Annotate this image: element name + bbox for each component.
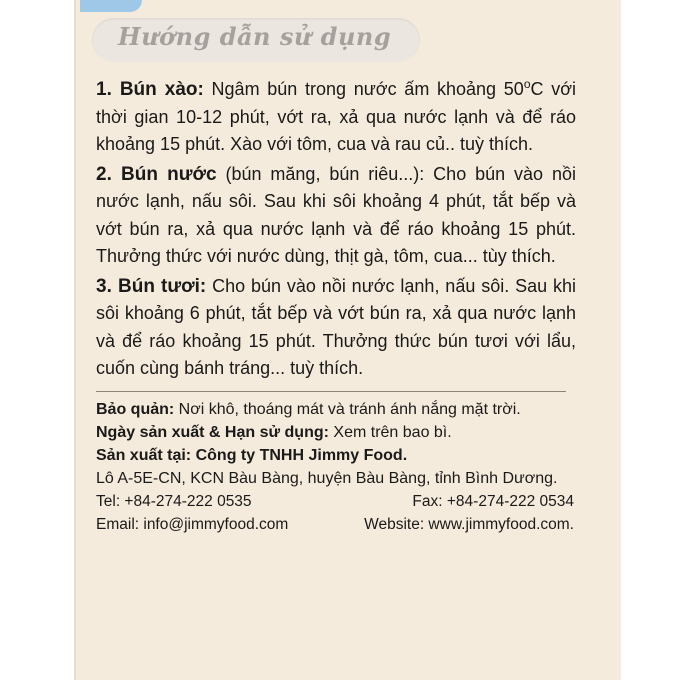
degree-sup: o <box>523 77 531 91</box>
dates-text: Xem trên bao bì. <box>333 423 452 441</box>
dates-line <box>96 421 576 444</box>
instruction-text: Cho bún vào nồi nước lạnh, nấu sôi. Sau khi sôi khoảng 6 phút, tắt bếp và vớt bún ra, xả qua nước lạnh và để ráo khoảng 15 phút. Thưởng thức bún tươi với lẩu, cuốn cùng bánh tráng... tuỳ thích. <box>96 275 576 378</box>
instruction-title: 3. Bún tươi: <box>96 275 207 297</box>
email-website-row <box>96 513 574 536</box>
dates-label: Ngày sản xuất & Hạn sử dụng: <box>96 423 329 441</box>
address-line: Lô A-5E-CN, KCN Bàu Bàng, huyện Bàu Bàng, tỉnh Bình Dương. <box>96 469 558 487</box>
label-corner-decoration <box>80 0 142 12</box>
storage-line <box>96 398 576 421</box>
instruction-item <box>96 161 576 271</box>
phone-fax-row <box>96 490 574 513</box>
producer-label: Sản xuất tại: <box>96 446 192 464</box>
storage-label: Bảo quản: <box>96 400 175 418</box>
fax-text: Fax: +84-274-222 0534 <box>412 492 574 510</box>
producer-name: Công ty TNHH Jimmy Food. <box>195 446 408 464</box>
instruction-text-post: C với thời gian 10-12 phút, vớt ra, xả qua nước lạnh và để ráo khoảng 15 phút. Xào với tôm, cua và rau củ.. tuỳ thích. <box>96 79 577 154</box>
instruction-title: 2. Bún nước <box>96 163 217 185</box>
producer-line <box>96 444 576 467</box>
instruction-text: (bún măng, bún riêu...): Cho bún vào nồi nước lạnh, nấu sôi. Sau khi sôi khoảng 4 phút, tắt bếp và vớt bún ra, xả qua nước lạnh và để ráo khoảng 15 phút. Thưởng thức với nước dùng, thịt gà, tôm, cua... tùy thích. <box>96 163 576 266</box>
tel-text: Tel: +84-274-222 0535 <box>96 492 252 510</box>
instruction-item <box>96 76 576 159</box>
email-text: Email: info@jimmyfood.com <box>96 515 289 533</box>
divider <box>96 391 566 392</box>
instruction-title: 1. Bún xào: <box>96 79 204 100</box>
label-content <box>96 76 576 536</box>
usage-instructions <box>96 76 576 383</box>
instruction-text-pre: Ngâm bún trong nước ấm khoảng 50 <box>211 79 524 99</box>
product-info <box>96 398 576 536</box>
website-text: Website: www.jimmyfood.com. <box>364 515 574 533</box>
storage-text: Nơi khô, thoáng mát và tránh ánh nắng mặt trời. <box>178 400 521 418</box>
header-title: Hướng dẫn sử dụng <box>118 22 392 51</box>
instruction-item <box>96 273 576 383</box>
